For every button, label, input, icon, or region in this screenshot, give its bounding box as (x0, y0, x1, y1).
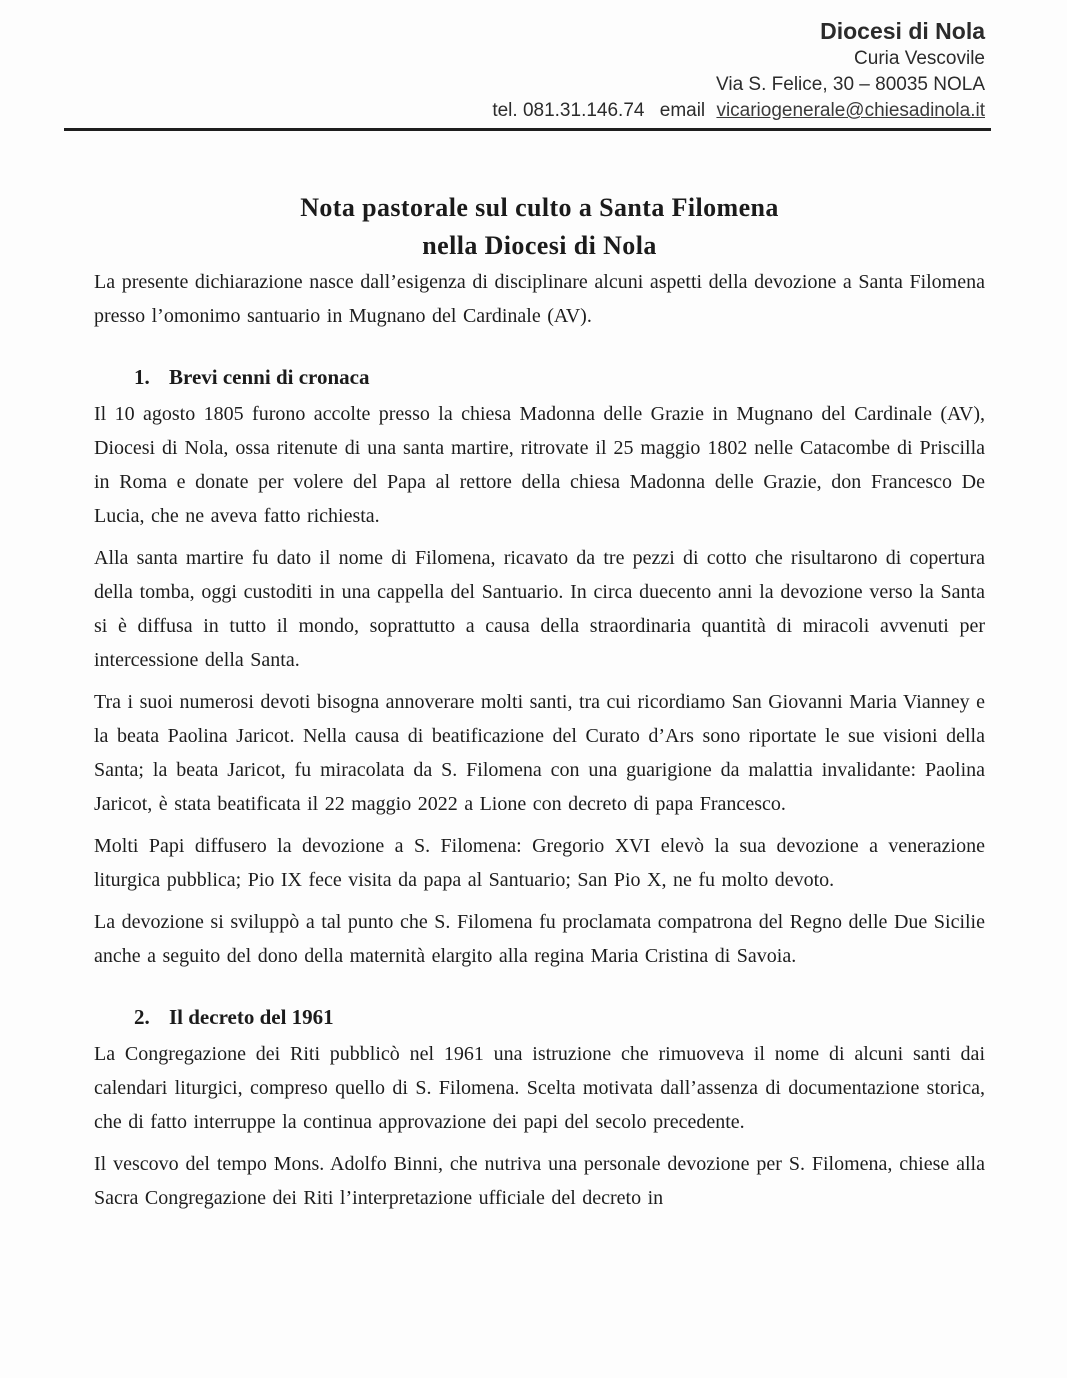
paragraph: Il vescovo del tempo Mons. Adolfo Binni, che nutriva una personale devozione per S. Filomena, chiese alla Sacra Congregazione dei Riti l’interpretazione ufficiale del decreto in (94, 1153, 985, 1209)
section-1-number: 1. (134, 365, 150, 389)
section-2-title: Il decreto del 1961 (169, 1005, 334, 1029)
document-title-line1: Nota pastorale sul culto a Santa Filomena (300, 193, 779, 222)
section-2-heading (94, 1003, 985, 1031)
section-1-heading (94, 363, 985, 391)
intro-paragraph: La presente dichiarazione nasce dall’esigenza di disciplinare alcuni aspetti della devozione a Santa Filomena presso l’omonimo santuario in Mugnano del Cardinale (AV). (94, 271, 985, 327)
paragraph: Tra i suoi numerosi devoti bisogna annoverare molti santi, tra cui ricordiamo San Giovanni Maria Vianney e la beata Paolina Jaricot. Nella causa di beatificazione del Curato d’Ars sono riportate le sue visioni della Santa; la beata Jaricot, fu miracolata da S. Filomena con una guarigione da malattia invalidante: Paolina Jaricot, è stata beatificata il 22 maggio 2022 a Lione con decreto di papa Francesco. (94, 691, 985, 815)
letterhead-office: Curia Vescovile (854, 48, 985, 69)
letterhead-email-label: email (659, 100, 706, 121)
letterhead-organization: Diocesi di Nola (820, 18, 985, 44)
letterhead-contact-line (94, 98, 985, 124)
paragraph: Molti Papi diffusero la devozione a S. Filomena: Gregorio XVI elevò la sua devozione a venerazione liturgica pubblica; Pio IX fece visita da papa al Santuario; San Pio X, ne fu molto devoto. (94, 835, 985, 891)
document-title-line2: nella Diocesi di Nola (422, 231, 657, 260)
document-title (94, 189, 985, 265)
letterhead (94, 16, 985, 124)
section-1-title: Brevi cenni di cronaca (169, 365, 370, 389)
paragraph: La devozione si sviluppò a tal punto che S. Filomena fu proclamata compatrona del Regno delle Due Sicilie anche a seguito del dono della maternità elargito alla regina Maria Cristina di Savoia. (94, 911, 985, 967)
letterhead-address: Via S. Felice, 30 – 80035 NOLA (716, 74, 985, 95)
section-2-number: 2. (134, 1005, 150, 1029)
paragraph: La Congregazione dei Riti pubblicò nel 1961 una istruzione che rimuoveva il nome di alcuni santi dai calendari liturgici, compreso quello di S. Filomena. Scelta motivata dall’assenza di documentazione storica, che di fatto interruppe la continua approvazione dei papi del secolo precedente. (94, 1043, 985, 1133)
paragraph: Il 10 agosto 1805 furono accolte presso la chiesa Madonna delle Grazie in Mugnano del Cardinale (AV), Diocesi di Nola, ossa ritenute di una santa martire, ritrovate il 25 maggio 1802 nelle Catacombe di Priscilla in Roma e donate per volere del Papa al rettore della chiesa Madonna delle Grazie, don Francesco De Lucia, che ne aveva fatto richiesta. (94, 403, 985, 527)
letterhead-telephone: tel. 081.31.146.74 (492, 100, 645, 121)
letterhead-divider (64, 128, 991, 131)
letterhead-email-link[interactable]: vicariogenerale@chiesadinola.it (716, 100, 985, 121)
paragraph: Alla santa martire fu dato il nome di Filomena, ricavato da tre pezzi di cotto che risultarono di copertura della tomba, oggi custoditi in una cappella del Santuario. In circa duecento anni la devozione verso la Santa si è diffusa in tutto il mondo, soprattutto a causa della straordinaria quantità di miracoli avvenuti per intercessione della Santa. (94, 547, 985, 671)
